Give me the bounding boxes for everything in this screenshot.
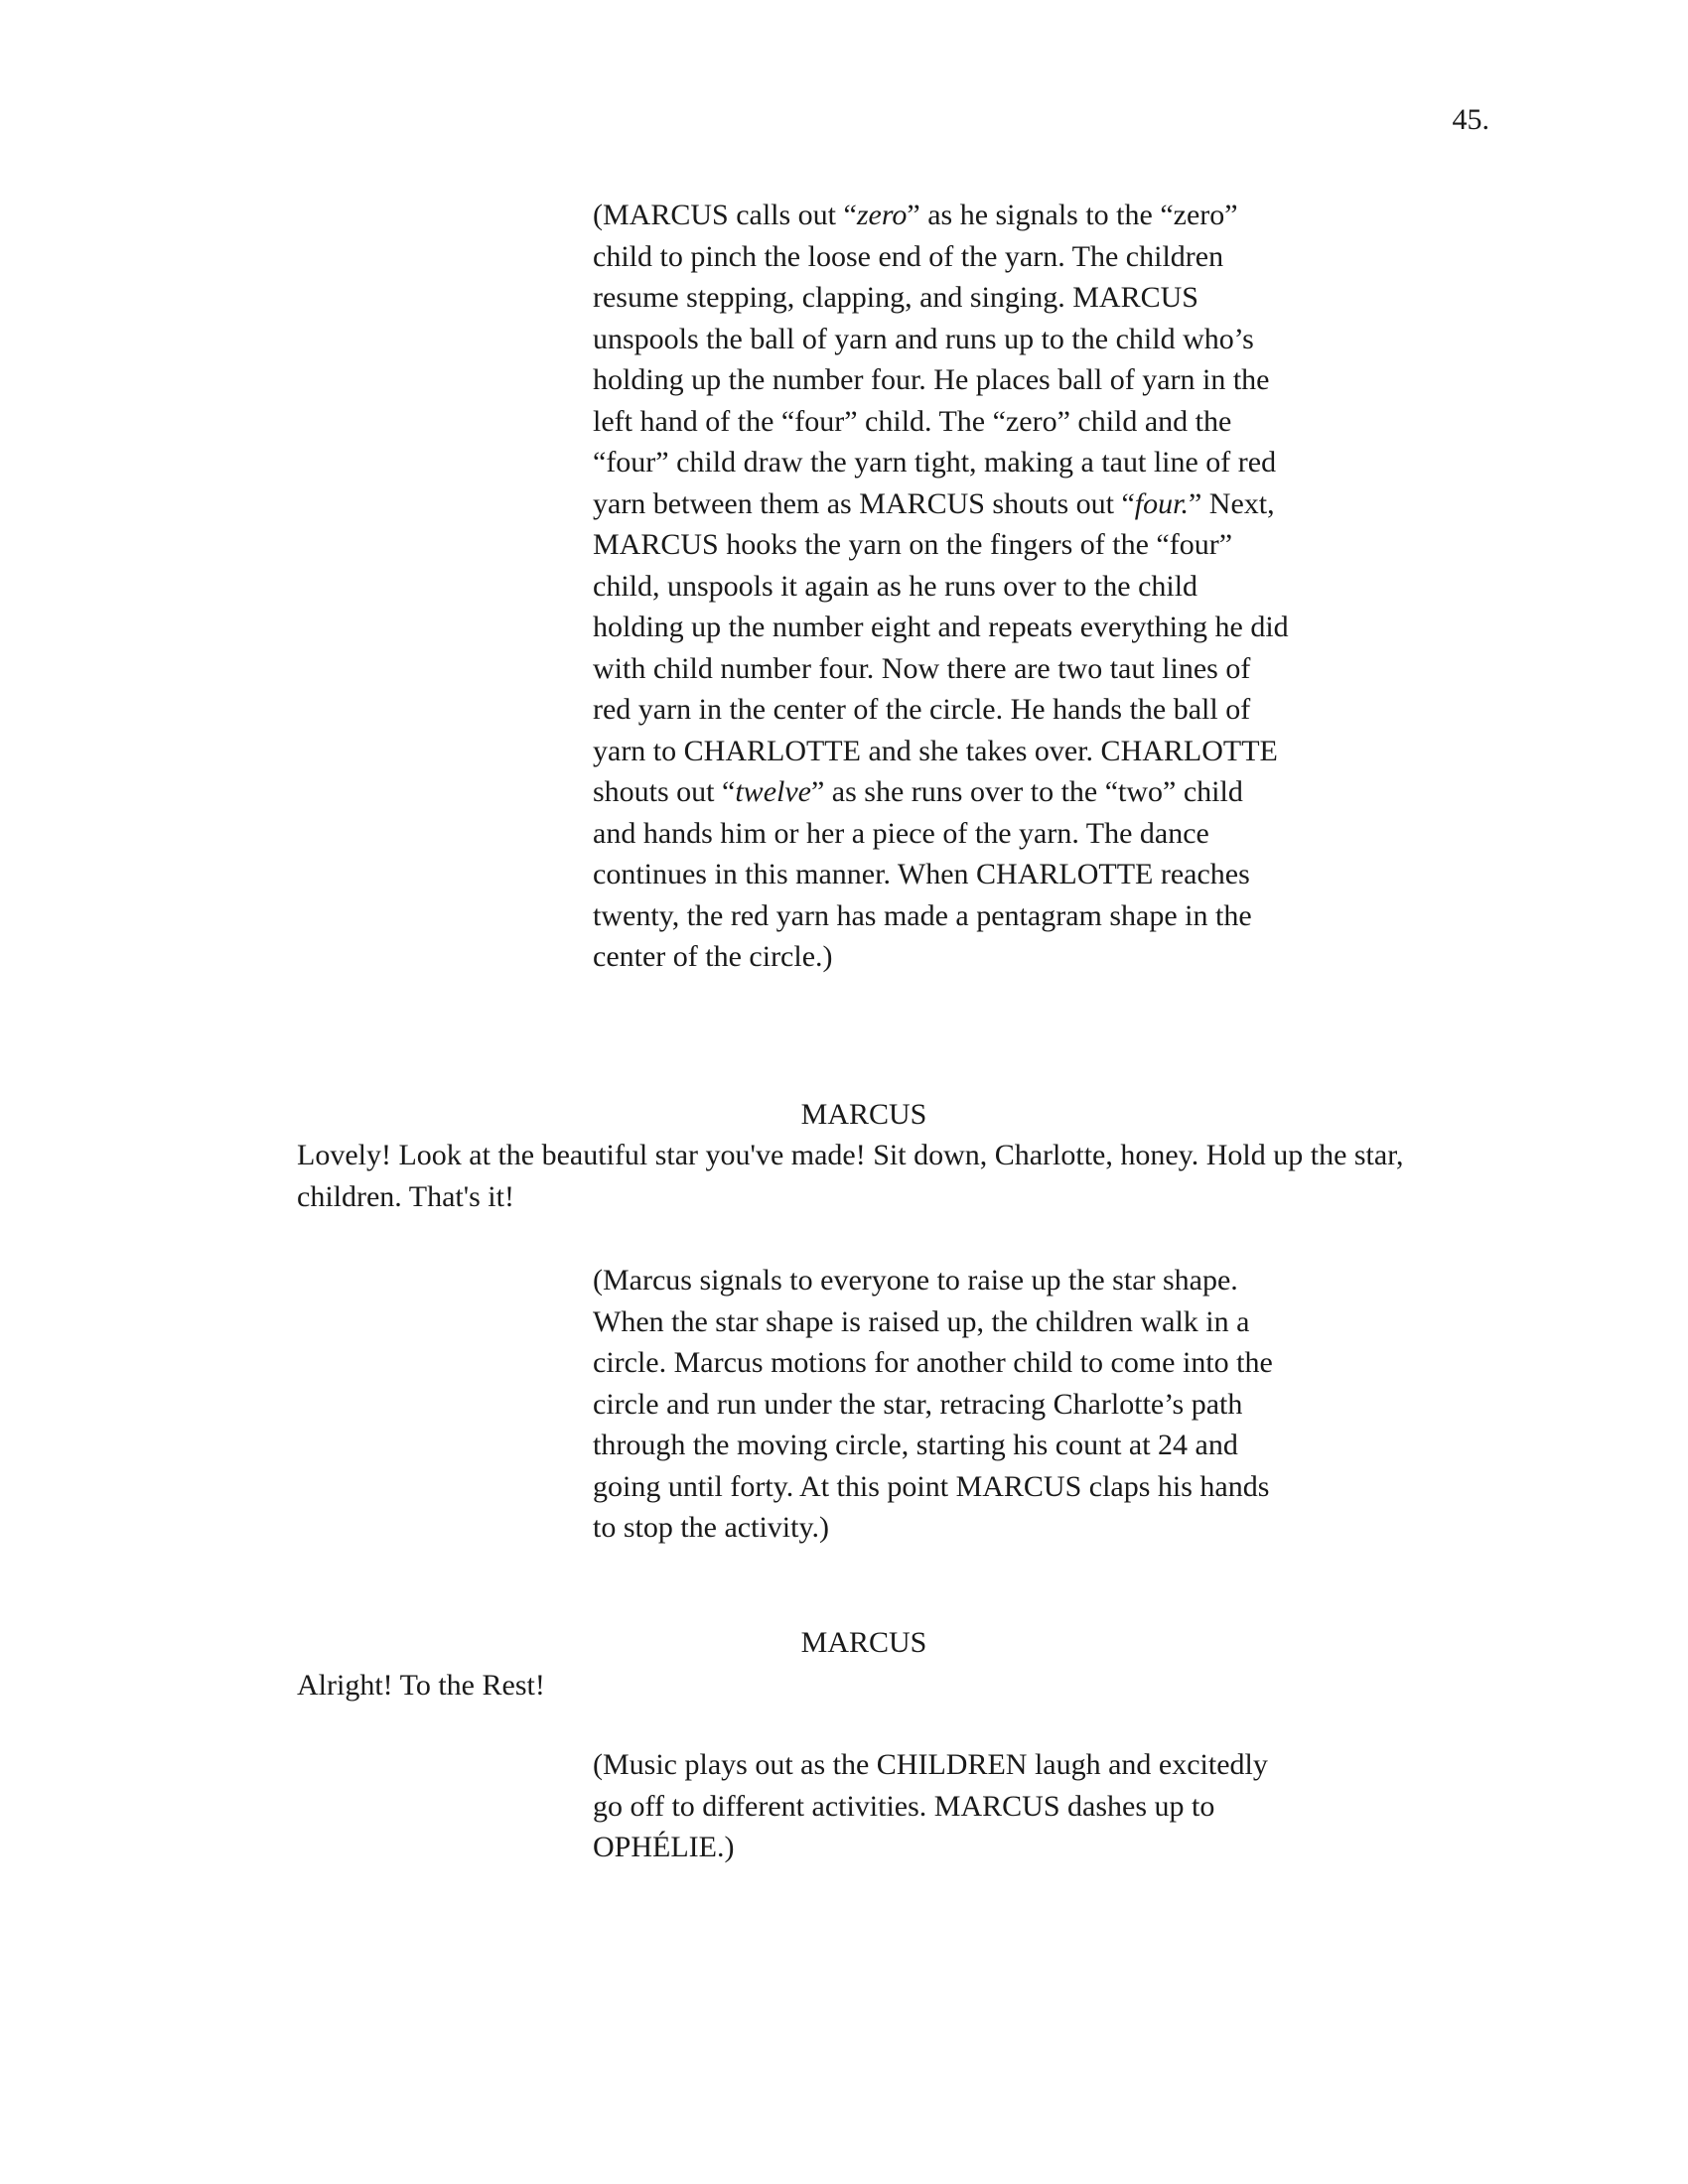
character-name: MARCUS [800, 1626, 927, 1659]
stage-direction-1-text-d: ” as she runs over to the “two” child and hands him or her a piece of the yarn. The dance continues in this manner. When CHARLOTTE reaches twenty, the red yarn has made a pentagram shape in the center of the circle.) [593, 775, 1252, 973]
character-cue-2 [0, 1622, 1688, 1663]
stage-direction-1-italic-twelve: twelve [735, 775, 811, 808]
dialogue-2: Alright! To the Rest! [297, 1669, 545, 1702]
stage-direction-2: (Marcus signals to everyone to raise up the star shape. When the star shape is raised up, the children walk in a circle. Marcus motions for another child to come into the circle and run under the star, retracing Charlotte’s path through the moving circle, starting his count at 24 and going until forty. At this point MARCUS claps his hands to stop the activity.) [593, 1264, 1273, 1544]
dialogue-1: Lovely! Look at the beautiful star you've made! Sit down, Charlotte, honey. Hold up the star, children. That's it! [297, 1139, 1404, 1213]
stage-direction-1 [593, 195, 1293, 978]
stage-direction-1-text-a: (MARCUS calls out “ [593, 199, 857, 231]
page-number: 45. [1452, 103, 1489, 136]
stage-direction-1-text-c: ” Next, MARCUS hooks the yarn on the fingers of the “four” child, unspools it again as he runs over to the child holding up the number eight and repeats everything he did with child number four. Now there are two taut lines of red yarn in the center of the circle. He hands the ball of yarn to CHARLOTTE and she takes over. CHARLOTTE shouts out “ [593, 486, 1289, 808]
character-cue-1 [0, 1094, 1688, 1135]
stage-direction-1-italic-four: four. [1134, 486, 1189, 520]
stage-direction-3: (Music plays out as the CHILDREN laugh and excitedly go off to different activities. MARCUS dashes up to OPHÉLIE.) [593, 1748, 1268, 1863]
stage-direction-1-text-b: ” as he signals to the “zero” child to pinch the loose end of the yarn. The children resume stepping, clapping, and singing. MARCUS unspools the ball of yarn and runs up to the child who’s holding up the number four. He places ball of yarn in the left hand of the “four” child. The “zero” child and the “four” child draw the yarn tight, making a taut line of red yarn between them as MARCUS shouts out “ [593, 199, 1277, 520]
stage-direction-1-italic-zero: zero [856, 199, 908, 231]
character-name: MARCUS [800, 1098, 927, 1131]
